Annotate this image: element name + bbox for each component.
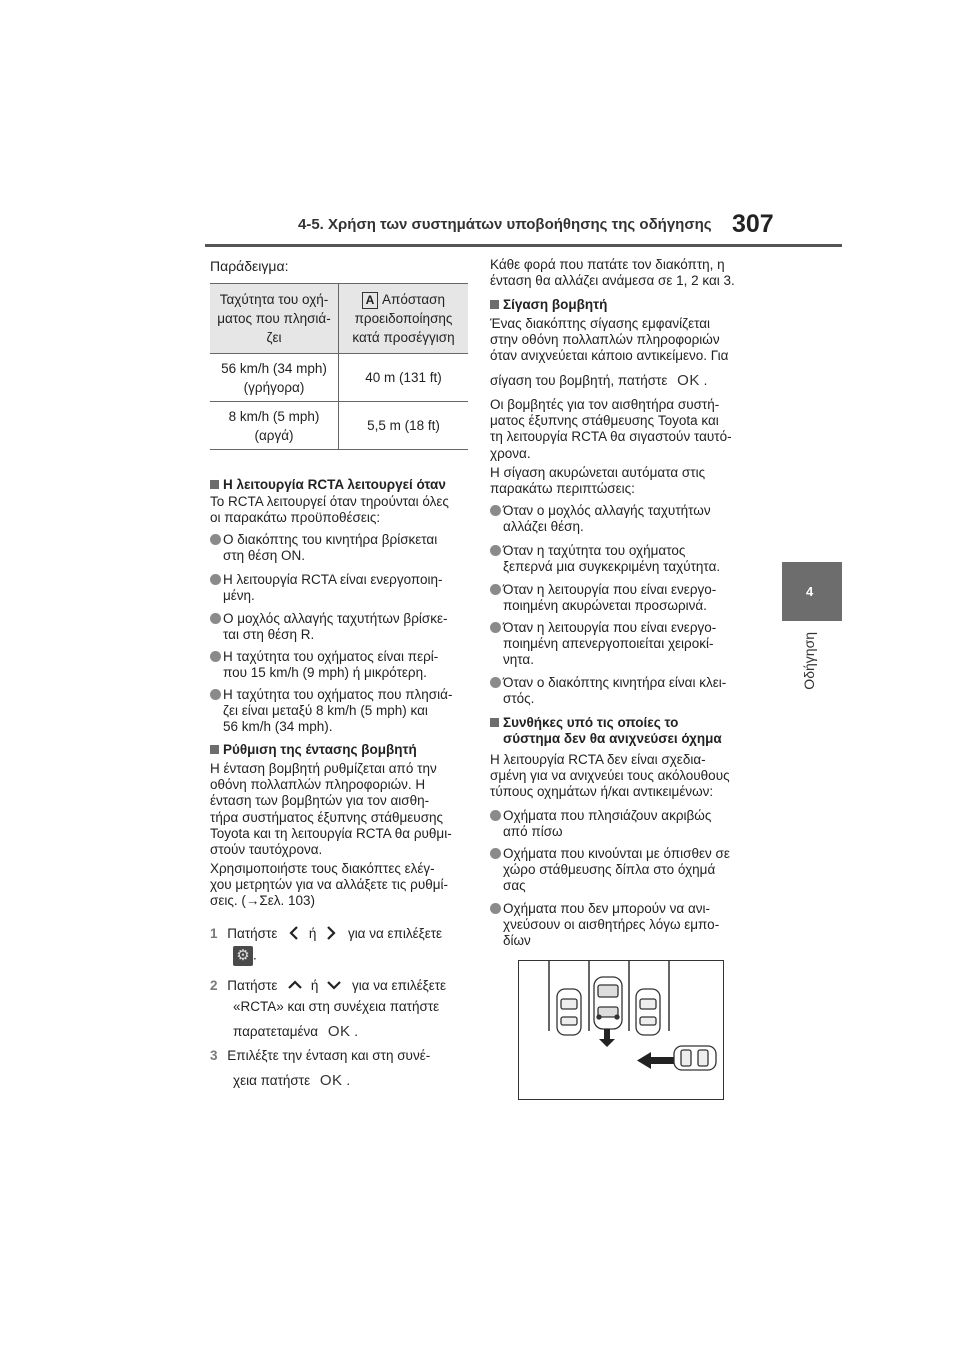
step-text: ή xyxy=(310,978,319,993)
table-header-speed xyxy=(210,284,339,354)
paragraph xyxy=(490,465,765,497)
paragraph xyxy=(490,257,765,289)
square-bullet-icon xyxy=(210,745,219,754)
text-line: στη θέση ON. xyxy=(223,548,306,564)
parked-car-left xyxy=(557,989,581,1035)
text-line: Η ταχύτητα του οχήματος που πλησιά- xyxy=(223,687,453,702)
step-number: 2 xyxy=(210,978,218,993)
text-line: Όταν η λειτουργία που είναι ενεργο- xyxy=(503,620,717,635)
table-header-distance xyxy=(339,284,469,354)
square-bullet-icon xyxy=(490,300,499,309)
text-line: σμένη για να ανιχνεύει τους ακόλουθους xyxy=(490,768,730,784)
step-3 xyxy=(210,1048,475,1064)
bullet-dot-icon xyxy=(210,651,221,662)
bullet-dot-icon xyxy=(210,534,221,545)
text-line: χου μετρητών για να αλλάξετε τις ρυθμί- xyxy=(210,877,448,893)
text-line: αλλάζει θέση. xyxy=(503,519,584,535)
text-line: Το RCTA λειτουργεί όταν τηρούνται όλες xyxy=(210,494,449,509)
text-line: στούν ταυτόχρονα. xyxy=(210,842,323,858)
step-number: 1 xyxy=(210,926,218,941)
table-row xyxy=(210,354,468,402)
step-text: . xyxy=(354,1024,359,1039)
table-cell-text: 8 km/h (5 mph) xyxy=(228,408,320,424)
section-heading-text: σύστημα δεν θα ανιχνεύσει όχημα xyxy=(503,731,722,747)
table-cell-text: (αργά) xyxy=(254,427,294,443)
table-cell-distance: 40 m (131 ft) xyxy=(339,354,469,402)
text-line: Όταν η ταχύτητα του οχήματος xyxy=(503,543,686,558)
text-line: χνεύσουν οι αισθητήρες λόγω εμπο- xyxy=(503,917,720,933)
square-bullet-icon xyxy=(490,718,499,727)
reversing-car xyxy=(594,977,622,1029)
chevron-right-icon xyxy=(324,925,338,941)
text-line: Οι βομβητές για τον αισθητήρα συστή- xyxy=(490,397,720,412)
bullet-dot-icon xyxy=(490,677,501,688)
step-number: 3 xyxy=(210,1048,218,1063)
table-cell-distance: 5,5 m (18 ft) xyxy=(339,402,469,450)
text-line: οι παρακάτω προϋποθέσεις: xyxy=(210,510,381,526)
section-heading-text: Ρύθμιση της έντασης βομβητή xyxy=(223,742,417,757)
step-text: για να επιλέξετε xyxy=(347,926,443,941)
text-line: χώρο στάθμευσης δίπλα στο όχημά xyxy=(503,862,716,878)
text-line: Όταν η λειτουργία που είναι ενεργο- xyxy=(503,582,717,597)
bullet-dot-icon xyxy=(490,584,501,595)
bullet-dot-icon xyxy=(490,545,501,556)
text-line: Όταν ο μοχλός αλλαγής ταχυτήτων xyxy=(503,503,711,518)
section-heading-text: Σίγαση βομβητή xyxy=(503,297,608,312)
ok-button-icon: OK xyxy=(319,1072,343,1089)
text-line: 56 km/h (34 mph). xyxy=(223,719,333,735)
bullet-dot-icon xyxy=(210,689,221,700)
section-heading xyxy=(210,742,472,758)
text-line: δίων xyxy=(503,933,531,949)
text-line: σας xyxy=(503,878,526,894)
section-heading-text: Συνθήκες υπό τις οποίες το xyxy=(503,715,679,730)
step-2-line3 xyxy=(233,1024,358,1040)
table-cell-speed xyxy=(210,402,339,450)
step-text: για να επιλέξετε xyxy=(351,978,447,993)
settings-gear-icon: ⚙ xyxy=(233,946,253,966)
text-line: Οχήματα που πλησιάζουν ακριβώς xyxy=(503,808,712,823)
section-heading xyxy=(490,297,765,313)
text-line: Η ένταση βομβητή ρυθμίζεται από την xyxy=(210,761,437,776)
paragraph xyxy=(210,861,472,910)
text-line: χρονα. xyxy=(490,445,531,461)
step-text: . xyxy=(346,1073,351,1088)
chapter-number: 4 xyxy=(806,584,814,599)
label-a-marker: A xyxy=(362,292,378,309)
step-1 xyxy=(210,925,475,942)
text-line: Όταν ο διακόπτης κινητήρα είναι κλει- xyxy=(503,675,727,690)
step-text: . xyxy=(253,947,257,963)
step-2 xyxy=(210,978,475,994)
paragraph xyxy=(490,316,765,365)
section-heading xyxy=(210,477,472,493)
bullet-dot-icon xyxy=(490,622,501,633)
reverse-arrow-icon xyxy=(599,1029,615,1047)
text-line: στός. xyxy=(503,691,535,707)
step-text: Πατήστε xyxy=(227,926,278,941)
parked-car-right xyxy=(636,989,660,1035)
text-line: σίγαση του βομβητή, πατήστε xyxy=(490,373,668,388)
paragraph xyxy=(490,397,765,462)
text-line: ματος έξυπνης στάθμευσης Toyota και xyxy=(490,413,719,429)
step-1-line2 xyxy=(233,946,257,966)
paragraph xyxy=(490,752,765,801)
step-text: παρατεταμένα xyxy=(233,1024,319,1039)
text-line: Χρησιμοποιήστε τους διακόπτες ελέγ- xyxy=(210,861,435,876)
table-cell-text: 56 km/h (34 mph) xyxy=(221,360,327,376)
text-line: σεις. (→Σελ. 103) xyxy=(210,893,315,909)
text-line: νητα. xyxy=(503,652,534,668)
table-cell-text: (γρήγορα) xyxy=(243,379,305,395)
page-number: 307 xyxy=(732,210,774,238)
text-line: ένταση θα αλλάζει ανάμεσα σε 1, 2 και 3. xyxy=(490,273,735,289)
paragraph xyxy=(210,494,472,526)
chapter-label-text: Οδήγηση xyxy=(801,632,817,690)
bullet-dot-icon xyxy=(490,903,501,914)
chevron-left-icon xyxy=(287,925,301,941)
table-header-distance-line: κατά προσέγγιση xyxy=(352,330,455,345)
warning-distance-table xyxy=(210,283,468,450)
table-header-distance-line: προειδοποίησης xyxy=(354,311,453,326)
text-line: από πίσω xyxy=(503,824,563,840)
text-line: ένταση των βομβητών για τον αισθη- xyxy=(210,793,430,809)
example-label: Παράδειγμα: xyxy=(210,258,289,274)
text-line: όταν ανιχνεύεται κάποιο αντικείμενο. Για xyxy=(490,348,729,364)
text-line: στην οθόνη πολλαπλών πληροφοριών xyxy=(490,332,720,348)
text-line: τήρα συστήματος έξυπνης στάθμευσης xyxy=(210,809,444,825)
text-line: Κάθε φορά που πατάτε τον διακόπτη, η xyxy=(490,257,725,272)
paragraph-line xyxy=(490,373,765,389)
paragraph xyxy=(210,761,472,858)
section-heading xyxy=(490,715,765,747)
chevron-up-icon xyxy=(287,978,303,992)
step-text: Επιλέξτε την ένταση και στη συνέ- xyxy=(227,1048,431,1063)
text-line: Οχήματα που δεν μπορούν να ανι- xyxy=(503,901,711,916)
text-line: μένη. xyxy=(223,588,255,604)
bullet-dot-icon xyxy=(490,848,501,859)
ok-button-icon: OK xyxy=(327,1023,351,1040)
text-line: τύπους οχημάτων ή/και αντικειμένων: xyxy=(490,784,714,800)
chevron-down-icon xyxy=(326,978,342,992)
bullet-dot-icon xyxy=(210,574,221,585)
table-header-speed-line: ματος που πλησιά- xyxy=(217,311,331,326)
step-2-line2: «RCTA» και στη συνέχεια πατήστε xyxy=(233,999,440,1014)
chapter-label xyxy=(781,632,841,722)
bullet-dot-icon xyxy=(490,810,501,821)
step-text: χεια πατήστε xyxy=(233,1073,311,1088)
text-line: Toyota και τη λειτουργία RCTA θα ρυθμι- xyxy=(210,825,452,841)
step-text: ή xyxy=(308,926,317,941)
step-text: Πατήστε xyxy=(227,978,278,993)
running-header-title: 4-5. Χρήση των συστημάτων υποβοήθησης της οδήγησης xyxy=(298,216,712,233)
text-line: Η λειτουργία RCTA είναι ενεργοποιη- xyxy=(223,572,443,587)
table-header-speed-line: Ταχύτητα του οχή- xyxy=(219,292,329,307)
text-line: που 15 km/h (9 mph) ή μικρότερη. xyxy=(223,665,427,681)
table-row xyxy=(210,402,468,450)
table-cell-speed xyxy=(210,354,339,402)
header-rule xyxy=(205,244,842,247)
text-line: Η λειτουργία RCTA δεν είναι σχεδια- xyxy=(490,752,706,767)
text-line: ται στη θέση R. xyxy=(223,627,315,643)
text-line: ξεπερνά μια συγκεκριμένη ταχύτητα. xyxy=(503,559,721,575)
parking-illustration xyxy=(519,961,723,1099)
text-line: οθόνη πολλαπλών πληροφοριών. Η xyxy=(210,777,426,793)
text-line: ζει είναι μεταξύ 8 km/h (5 mph) και xyxy=(223,703,428,719)
text-line: Οχήματα που κινούνται με όπισθεν σε xyxy=(503,846,730,861)
text-line: Ένας διακόπτης σίγασης εμφανίζεται xyxy=(490,316,711,331)
square-bullet-icon xyxy=(210,480,219,489)
bullet-dot-icon xyxy=(490,505,501,516)
text-line: Η σίγαση ακυρώνεται αυτόματα στις xyxy=(490,465,706,480)
section-heading-text: Η λειτουργία RCTA λειτουργεί όταν xyxy=(223,477,446,492)
text-line: τη λειτουργία RCTA θα σιγαστούν ταυτό- xyxy=(490,429,732,445)
text-line: ποιημένη ακυρώνεται προσωρινά. xyxy=(503,598,707,614)
ok-button-icon: OK xyxy=(677,372,700,389)
text-line: ποιημένη απενεργοποιείται χειροκί- xyxy=(503,636,714,652)
text-line: παρακάτω περιπτώσεις: xyxy=(490,481,635,497)
table-header-speed-line: ζει xyxy=(266,330,282,345)
step-3-line2 xyxy=(233,1073,350,1089)
table-header-distance-line: Απόσταση xyxy=(382,292,445,307)
bullet-dot-icon xyxy=(210,613,221,624)
text-line: . xyxy=(703,373,708,388)
parking-diagram xyxy=(518,960,724,1100)
text-line: Ο διακόπτης του κινητήρα βρίσκεται xyxy=(223,532,438,547)
text-line: Η ταχύτητα του οχήματος είναι περί- xyxy=(223,649,439,664)
approaching-car xyxy=(674,1046,716,1070)
text-line: Ο μοχλός αλλαγής ταχυτήτων βρίσκε- xyxy=(223,611,448,626)
